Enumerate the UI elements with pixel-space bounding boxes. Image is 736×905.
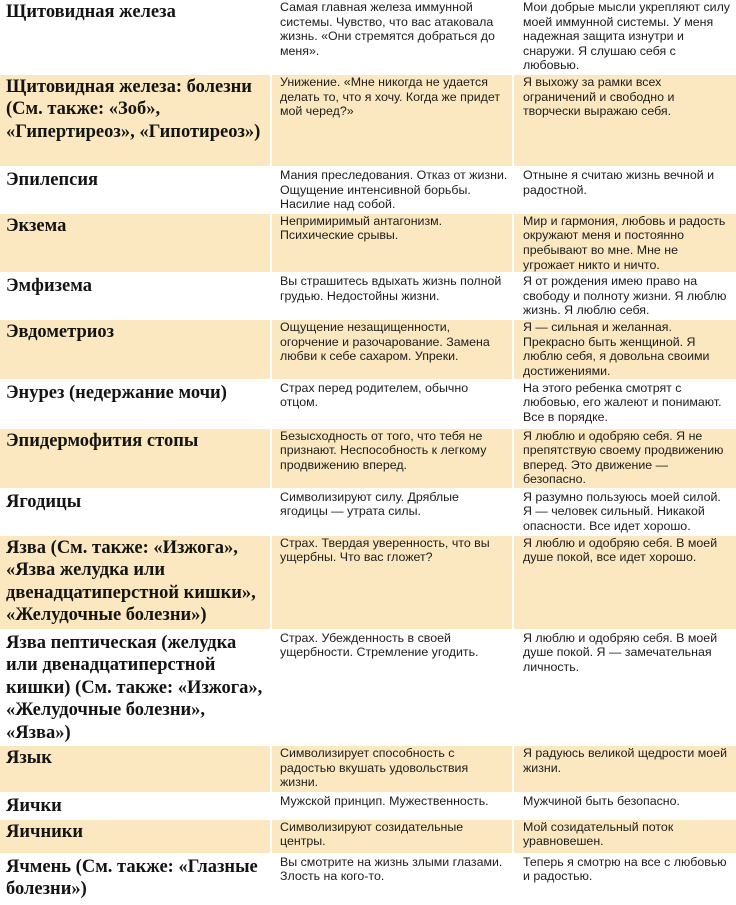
new-thought: Мужчиной быть безопасно.: [523, 794, 680, 808]
probable-cause: Страх перед родителем, обычно отцом.: [280, 380, 469, 410]
ailment-cell: [0, 319, 271, 379]
ailment-name: Эпидермофития стопы: [6, 430, 199, 451]
table-row: [0, 74, 736, 167]
new-thought: Теперь я смотрю на все с любовью и радостью.: [523, 854, 727, 884]
cause-cell: [271, 74, 513, 167]
new-thought: Я выхожу за рамки всех ограничений и свободно и творчески выражаю себя.: [523, 74, 675, 119]
cause-cell: [271, 745, 513, 793]
cause-cell: [271, 167, 513, 213]
ailment-cell: [0, 489, 271, 535]
table-row: [0, 213, 736, 273]
ailment-cell: [0, 535, 271, 630]
table-row: [0, 793, 736, 819]
table-row: [0, 319, 736, 379]
table-row: [0, 745, 736, 793]
probable-cause: Вы смотрите на жизнь злыми глазами. Злость на кого-то.: [280, 854, 503, 884]
table-row: [0, 428, 736, 489]
ailment-name: Эпилепсия: [6, 169, 98, 190]
probable-cause: Вы страшитесь вдыхать жизнь полной грудью. Недостойны жизни.: [280, 274, 502, 303]
cause-cell: [271, 489, 513, 535]
ailment-cell: [0, 819, 271, 854]
new-thought: Отныне я считаю жизнь вечной и радостной.: [523, 167, 715, 197]
ailment-name: Энурез (недержание мочи): [6, 382, 227, 403]
ailment-name: Язва пептическая (желудка или двенадцатиперстной кишки) (См. также: «Изжога», «Желудочные болезни», «Язва»): [6, 632, 263, 743]
table-row: [0, 380, 736, 428]
ailment-name: Экзема: [6, 215, 67, 236]
thought-cell: [513, 535, 736, 630]
thought-cell: [513, 489, 736, 535]
ailment-cell: [0, 273, 271, 319]
table-row: [0, 167, 736, 213]
ailment-name: Щитовидная железа: [6, 2, 176, 22]
ailment-name: Щитовидная железа: болезни (См. также: «Зоб», «Гипертиреоз», «Гипотиреоз»): [6, 76, 261, 142]
ailment-name: Яички: [6, 796, 62, 816]
table-row: [0, 273, 736, 319]
ailment-name: Эмфизема: [6, 276, 92, 297]
ailment-name: Яичники: [6, 821, 84, 842]
new-thought: Я люблю и одобряю себя. В моей душе покой. Я — замечательная личность.: [523, 630, 718, 674]
ailment-cell: [0, 74, 271, 167]
new-thought: Я — сильная и желанная. Прекрасно быть женщиной. Я люблю себя, я довольна своими достижениями.: [523, 320, 710, 378]
ailment-cell: [0, 167, 271, 213]
thought-cell: [513, 167, 736, 213]
thought-cell: [513, 745, 736, 793]
probable-cause: Страх. Твердая уверенность, что вы ущербны. Что вас гложет?: [280, 535, 490, 565]
new-thought: Мой созидательный поток уравновешен.: [523, 819, 674, 849]
thought-cell: [513, 630, 736, 746]
probable-cause: Символизируют созидательные центры.: [280, 819, 464, 849]
thought-cell: [513, 819, 736, 854]
ailment-name: Ягодицы: [6, 491, 82, 512]
probable-cause: Мужской принцип. Мужественность.: [280, 794, 489, 808]
probable-cause: Символизируют силу. Дряблые ягодицы — утрата силы.: [280, 489, 459, 519]
ailment-name: Язык: [6, 748, 52, 768]
ailment-cell: [0, 630, 271, 746]
probable-cause: Символизирует способность с радостью вкушать удовольствия жизни.: [280, 746, 469, 790]
table-row: [0, 0, 736, 74]
cause-cell: [271, 428, 513, 489]
cause-cell: [271, 0, 513, 74]
table-row: [0, 819, 736, 854]
table-row: [0, 489, 736, 535]
new-thought: Я от рождения имею право на свободу и полноту жизни. Я люблю жизнь. Я люблю себя.: [523, 274, 727, 318]
ailment-name: Язва (См. также: «Изжога», «Язва желудка или двенадцатиперстной кишки», «Желудочные болезни»): [6, 537, 256, 625]
table-row: [0, 854, 736, 904]
ailment-name: Эвдометриоз: [6, 322, 115, 343]
probable-cause: Мания преследования. Отказ от жизни. Ощущение интенсивной борьбы. Насилие над собой.: [280, 167, 508, 212]
ailment-cell: [0, 854, 271, 904]
new-thought: Я люблю и одобряю себя. В моей душе покой, все идет хорошо.: [523, 535, 718, 565]
new-thought: На этого ребенка смотрят с любовью, его жалеют и понимают. Все в порядке.: [523, 380, 722, 424]
thought-cell: [513, 793, 736, 819]
new-thought: Я радуюсь великой щедрости моей жизни.: [523, 746, 728, 775]
cause-cell: [271, 273, 513, 319]
probable-cause: Безысходность от того, что тебя не признают. Неспособность к легкому продвижению вперед.: [280, 428, 487, 472]
table-row: [0, 535, 736, 630]
cause-cell: [271, 630, 513, 746]
probable-cause: Непримиримый антагонизм. Психические срывы.: [280, 213, 443, 243]
ailment-cell: [0, 793, 271, 819]
ailment-cell: [0, 380, 271, 428]
ailment-cell: [0, 428, 271, 489]
table-row: [0, 630, 736, 746]
probable-cause: Унижение. «Мне никогда не удается делать то, что я хочу. Когда же придет мой черед?»: [280, 74, 501, 119]
new-thought: Мои добрые мысли укрепляют силу моей иммунной системы. У меня надежная защита изнутри и снаружи. Я слушаю себя с любовью.: [523, 0, 731, 73]
thought-cell: [513, 273, 736, 319]
cause-cell: [271, 380, 513, 428]
thought-cell: [513, 380, 736, 428]
new-thought: Мир и гармония, любовь и радость окружают меня и постоянно пребывают во мне. Мне не угрожает никто и ничто.: [523, 213, 726, 272]
ailment-cell: [0, 745, 271, 793]
probable-cause: Самая главная железа иммунной системы. Чувство, что вас атаковала жизнь. «Они стремятся добраться до меня».: [280, 0, 495, 58]
new-thought: Я люблю и одобряю себя. Я не препятствую своему продвижению вперед. Это движение — безопасно.: [523, 428, 724, 487]
ailment-name: Ячмень (См. также: «Глазные болезни»): [6, 856, 258, 899]
thought-cell: [513, 428, 736, 489]
thought-cell: [513, 0, 736, 74]
cause-cell: [271, 793, 513, 819]
ailment-cell: [0, 213, 271, 273]
cause-cell: [271, 854, 513, 904]
ailment-cell: [0, 0, 271, 74]
new-thought: Я разумно пользуюсь моей силой. Я — человек сильный. Никакой опасности. Все идет хорошо.: [523, 489, 721, 533]
probable-cause: Ощущение незащищенности, огорчение и разочарование. Замена любви к себе сахаром. Упреки.: [280, 320, 490, 364]
cause-cell: [271, 535, 513, 630]
cause-cell: [271, 319, 513, 379]
thought-cell: [513, 319, 736, 379]
cause-cell: [271, 213, 513, 273]
thought-cell: [513, 854, 736, 904]
thought-cell: [513, 213, 736, 273]
cause-cell: [271, 819, 513, 854]
probable-cause: Страх. Убежденность в своей ущербности. Стремление угодить.: [280, 630, 479, 660]
thought-cell: [513, 74, 736, 167]
